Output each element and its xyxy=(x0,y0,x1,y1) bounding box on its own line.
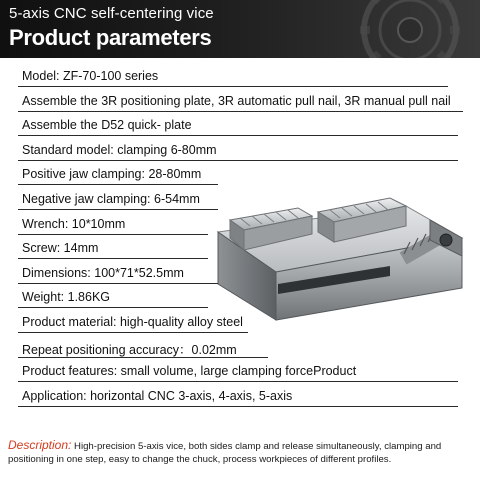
spec-divider xyxy=(18,381,458,382)
spec-divider xyxy=(18,209,218,210)
header-title: Product parameters xyxy=(9,25,212,50)
spec-row xyxy=(0,261,480,286)
spec-list xyxy=(0,64,480,408)
spec-row xyxy=(0,359,480,384)
spec-divider xyxy=(18,111,463,112)
spec-model: Model: ZF-70-100 series xyxy=(22,69,159,83)
spec-accuracy: Repeat positioning accuracy：0.02mm xyxy=(22,342,237,357)
spec-divider xyxy=(18,86,448,87)
spec-divider xyxy=(18,184,218,185)
spec-negative-jaw: Negative jaw clamping: 6-54mm xyxy=(22,191,200,206)
spec-weight: Weight: 1.86KG xyxy=(22,290,111,305)
gear-decoration xyxy=(260,0,480,58)
spec-divider xyxy=(18,283,218,284)
spec-divider xyxy=(18,307,208,308)
header-subtitle: 5-axis CNC self-centering vice xyxy=(9,5,214,22)
spec-positive-jaw: Positive jaw clamping: 28-80mm xyxy=(22,167,202,182)
spec-assembly-3r: Assemble the 3R positioning plate, 3R automatic pull nail, 3R manual pull nail xyxy=(22,93,451,108)
spec-dimensions: Dimensions: 100*71*52.5mm xyxy=(22,265,184,280)
spec-divider xyxy=(18,258,208,259)
spec-divider xyxy=(18,332,248,333)
spec-row xyxy=(0,335,480,360)
spec-row xyxy=(0,212,480,237)
spec-screw: Screw: 14mm xyxy=(22,241,99,256)
spec-divider xyxy=(18,357,268,358)
spec-row xyxy=(0,310,480,335)
description-text: High-precision 5-axis vice, both sides clamp and release simultaneously, clamping and positioning in one step, easy to change the chuck, process workpieces of different profiles. xyxy=(8,441,442,465)
spec-row xyxy=(0,89,480,114)
header-banner xyxy=(0,0,480,58)
spec-row xyxy=(0,236,480,261)
spec-assembly-d52: Assemble the D52 quick- plate xyxy=(22,118,192,133)
spec-divider xyxy=(18,406,458,407)
spec-divider xyxy=(18,234,208,235)
spec-divider xyxy=(18,135,458,136)
spec-divider xyxy=(18,160,458,161)
description-label: Description: xyxy=(8,438,72,452)
spec-row xyxy=(0,187,480,212)
spec-row xyxy=(0,285,480,310)
spec-row xyxy=(0,162,480,187)
spec-wrench: Wrench: 10*10mm xyxy=(22,216,126,231)
spec-standard-model: Standard model: clamping 6-80mm xyxy=(22,142,217,157)
spec-features: Product features: small volume, large clamping forceProduct xyxy=(22,364,357,379)
spec-material: Product material: high-quality alloy steel xyxy=(22,314,243,329)
spec-row xyxy=(0,138,480,163)
description-block xyxy=(8,439,474,466)
spec-row xyxy=(0,64,480,89)
spec-row xyxy=(0,384,480,409)
spec-application: Application: horizontal CNC 3-axis, 4-axis, 5-axis xyxy=(22,388,293,403)
spec-row xyxy=(0,113,480,138)
